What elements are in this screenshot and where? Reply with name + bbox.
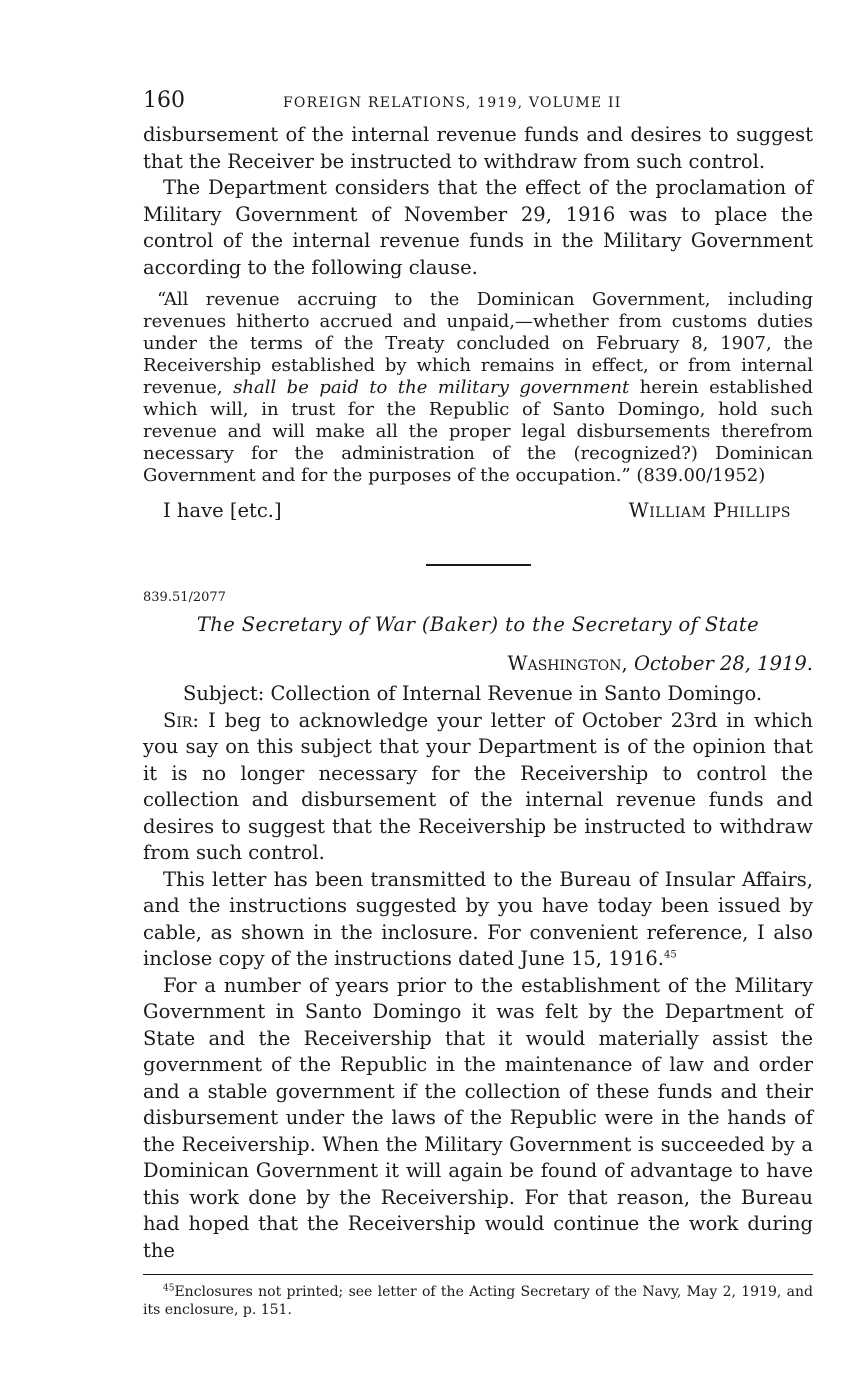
document-page	[143, 88, 813, 1319]
date-city: Washington,	[507, 652, 628, 675]
letter-paragraph-1-text: I beg to acknowledge your letter of October 23rd in which you say on this subject that your Department is of the opinion that it is no longer necessary for the Receivership to control the collection and disbursement of the internal revenue funds and desires to suggest that the Receivership be instructed to withdraw from such control.	[143, 708, 813, 864]
salutation: Sir:	[163, 708, 199, 732]
letter-paragraph-2	[143, 867, 813, 973]
footnote-reference: 45	[663, 949, 677, 961]
footnote-marker: 45	[163, 1283, 175, 1294]
subject-line: Subject: Collection of Internal Revenue in Santo Domingo.	[183, 682, 763, 705]
quote-text-before: “All revenue accruing to the Dominican Government, including revenues hitherto accrued and unpaid,—whether from customs duties under the terms of the Treaty concluded on February 8, 1907, the Receivership established by which remains in effect, or from internal revenue,	[143, 289, 813, 398]
section-divider	[426, 564, 531, 566]
footnote-text: Enclosures not printed; see letter of the Acting Secretary of the Navy, May 2, 1919, and its enclosure, p. 151.	[143, 1284, 813, 1318]
page-number: 160	[143, 88, 185, 113]
department-paragraph: The Department considers that the effect of the proclamation of Military Government of November 29, 1916 was to place the control of the internal revenue funds in the Military Government according to the following clause.	[143, 176, 813, 279]
page-header	[143, 88, 813, 118]
proclamation-quote	[143, 289, 813, 487]
quote-italic-text: shall be paid to the military government	[233, 377, 630, 398]
dateline	[143, 652, 813, 675]
closing: I have [etc.]	[163, 499, 282, 522]
file-number: 839.51/2077	[143, 590, 226, 605]
document-title: The Secretary of War (Baker) to the Secretary of State	[196, 613, 760, 636]
footnote-rule	[143, 1274, 813, 1275]
date-text: October 28, 1919.	[633, 652, 813, 675]
footnote	[143, 1283, 813, 1319]
continued-paragraph: disbursement of the internal revenue funds and desires to suggest that the Receiver be instructed to withdraw from such control.	[143, 123, 813, 173]
letter-paragraph-1	[143, 708, 813, 867]
signature-line	[143, 499, 813, 522]
signature-name: William Phillips	[628, 499, 791, 522]
letter-paragraph-2-text: This letter has been transmitted to the Bureau of Insular Affairs, and the instructions suggested by you have today been issued by cable, as shown in the inclosure. For convenient reference, I also inclose copy of the instructions dated June 15, 1916.	[143, 867, 813, 970]
letter-paragraph-3: For a number of years prior to the establishment of the Military Government in Santo Domingo it was felt by the Department of State and the Receivership that it would materially assist the government of the Republic in the maintenance of law and order and a stable government if the collection of these funds and their disbursement under the laws of the Republic were in the hands of the Receivership. When the Military Government is succeeded by a Dominican Government it will again be found of advantage to have this work done by the Receivership. For that reason, the Bureau had hoped that the Receivership would continue the work during the	[143, 973, 813, 1262]
quote-text-after: herein established which will, in trust for the Republic of Santo Domingo, hold such revenue and will make all the proper legal disbursements therefrom necessary for the administration of the (recognized?) Dominican Government and for the purposes of the occupation.” (839.00/1952)	[143, 377, 813, 486]
running-head: FOREIGN RELATIONS, 1919, VOLUME II	[283, 95, 622, 111]
